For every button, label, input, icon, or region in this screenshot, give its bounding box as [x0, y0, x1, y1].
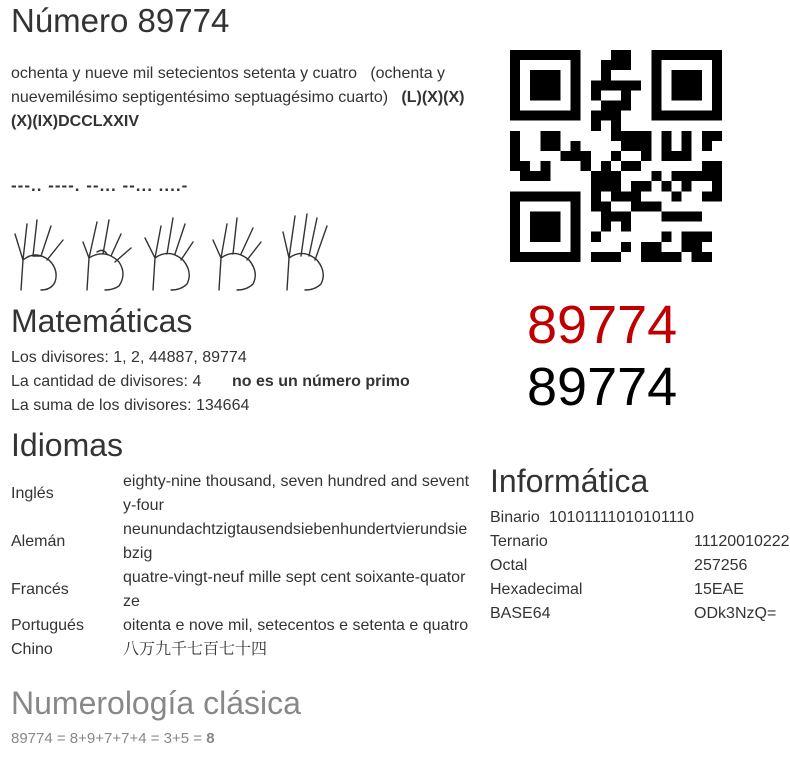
language-text: eighty-nine thousand, seven hundred and seventy-four [123, 473, 470, 514]
languages-table [11, 470, 471, 662]
table-row [490, 506, 790, 530]
base-value: 11120010222 [694, 533, 790, 550]
base-label: Binario 10101111010101110 [490, 509, 695, 526]
language-name: Portugués [11, 617, 84, 634]
base-label: Ternario [490, 533, 548, 550]
divisor-sum: La suma de los divisores: 134664 [11, 397, 250, 414]
section-title-math: Matemáticas [11, 303, 193, 339]
ordinal-words: (ochenta y nuevemilésimo septigentésimo septuagésimo cuarto) [11, 65, 446, 106]
hand-sign-icon [213, 218, 261, 290]
spanish-words: ochenta y nueve mil setecientos setenta y cuatro [11, 65, 357, 82]
number-display-black: 89774 [527, 357, 678, 417]
number-display-red: 89774 [527, 295, 678, 355]
section-title-numerology: Numerología clásica [11, 685, 301, 721]
morse-code: ---.. ----. --... --... ....- [11, 176, 189, 195]
base-value: ODk3NzQ= [694, 605, 777, 622]
base-value: 15EAE [694, 581, 744, 598]
language-name: Alemán [11, 533, 66, 550]
numerology-result: 8 [206, 730, 215, 747]
base-value: 10101111010101110 [548, 509, 695, 526]
table-row [490, 578, 790, 602]
hand-sign-icon [283, 214, 327, 290]
table-row [490, 602, 790, 626]
table-row [11, 614, 471, 638]
numerology-equation [11, 730, 215, 747]
hand-sign-icon [83, 220, 131, 290]
base-value: 257256 [694, 557, 748, 574]
roman-numeral: (L)(X)(X)(X)(IX)DCCLXXIV [11, 89, 465, 130]
numerology-sum: 89774 = 8+9+7+7+4 = 3+5 = [11, 730, 207, 747]
page-title: Número 89774 [11, 2, 230, 39]
language-text: quatre-vingt-neuf mille sept cent soixante-quatorze [123, 569, 466, 610]
language-text: 八万九千七百七十四 [123, 641, 268, 658]
table-row [11, 638, 471, 662]
number-in-words [11, 62, 471, 134]
hand-sign-icon [15, 220, 63, 290]
table-row [11, 518, 471, 566]
table-row [490, 554, 790, 578]
divisors: Los divisores: 1, 2, 44887, 89774 [11, 349, 247, 366]
language-name: Chino [11, 641, 53, 658]
table-row [11, 566, 471, 614]
divisor-count: La cantidad de divisores: 4 [11, 373, 202, 390]
sign-language-hands [11, 212, 341, 292]
section-title-languages: Idiomas [11, 427, 124, 463]
computing-table [490, 506, 790, 626]
base-label: BASE64 [490, 605, 551, 622]
table-row [490, 530, 790, 554]
table-row [11, 470, 471, 518]
section-title-computing: Informática [490, 463, 649, 499]
language-text: neunundachtzigtausendsiebenhundertvierundsiebzig [123, 521, 468, 562]
qr-code-icon [510, 50, 722, 262]
hand-sign-icon [145, 218, 193, 290]
base-label: Octal [490, 557, 528, 574]
language-name: Francés [11, 581, 69, 598]
language-name: Inglés [11, 485, 54, 502]
prime-status: no es un número primo [232, 373, 410, 390]
base-label: Hexadecimal [490, 581, 583, 598]
language-text: oitenta e nove mil, setecentos e setenta e quatro [123, 617, 469, 634]
